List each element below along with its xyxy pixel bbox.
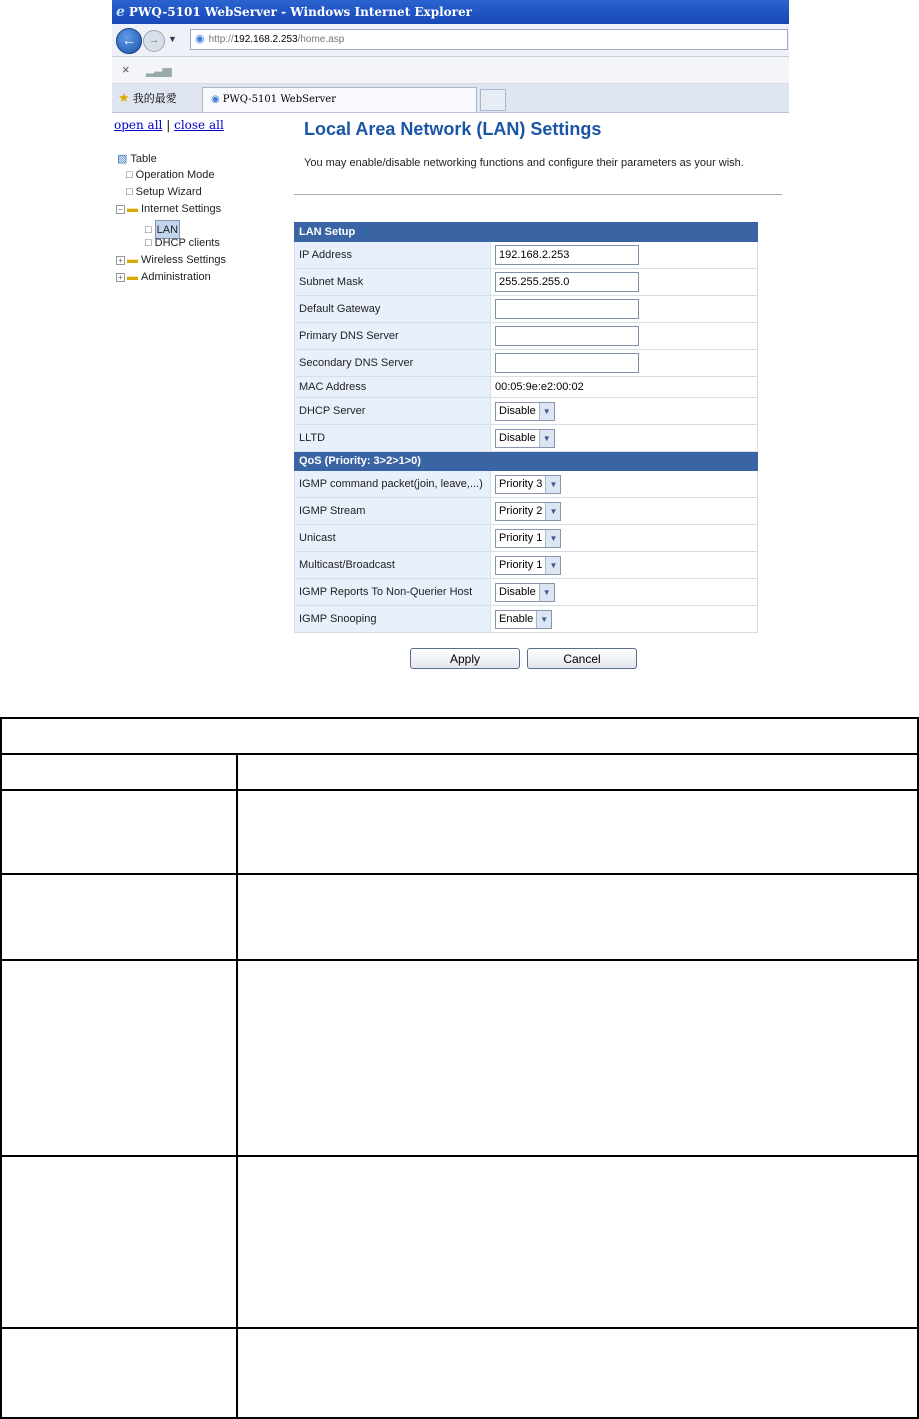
table-cell — [1, 718, 918, 754]
history-dropdown-icon[interactable]: ▼ — [168, 34, 177, 44]
table-row — [1, 1156, 918, 1328]
row-default-gateway — [295, 296, 758, 323]
computer-icon: ▧ — [117, 153, 128, 165]
signal-bars-icon: ▂▃▅ — [146, 63, 171, 77]
subnet-mask-label: Subnet Mask — [295, 269, 491, 296]
navigation-bar — [112, 24, 789, 57]
tree-item-label: DHCP clients — [154, 237, 220, 249]
page-icon: □ — [145, 223, 152, 236]
title-bar — [112, 0, 789, 24]
open-all-link[interactable]: open all — [114, 118, 163, 132]
table-cell — [237, 960, 918, 1156]
page-title: Local Area Network (LAN) Settings — [304, 119, 602, 139]
back-button[interactable] — [116, 28, 142, 54]
expand-icon[interactable]: + — [116, 273, 125, 282]
tree-root-label: Table — [130, 153, 157, 165]
row-igmp-command — [295, 471, 758, 498]
table-header-row — [1, 718, 918, 754]
unicast-select[interactable] — [495, 529, 561, 548]
collapse-icon[interactable]: − — [116, 205, 125, 214]
window-title: PWQ-5101 WebServer - Windows Internet Explorer — [128, 5, 472, 19]
select-value: Priority 2 — [499, 505, 543, 517]
table-row — [1, 754, 918, 790]
select-value: Priority 1 — [499, 559, 543, 571]
secondary-dns-input[interactable] — [495, 353, 639, 373]
row-subnet-mask — [295, 269, 758, 296]
igmp-reports-select[interactable] — [495, 583, 555, 602]
ip-address-input[interactable] — [495, 245, 639, 265]
ip-address-label: IP Address — [295, 242, 491, 269]
row-igmp-reports — [295, 579, 758, 606]
folder-icon: ▬ — [127, 271, 138, 283]
row-unicast — [295, 525, 758, 552]
row-igmp-stream — [295, 498, 758, 525]
primary-dns-label: Primary DNS Server — [295, 323, 491, 350]
command-bar — [112, 57, 789, 84]
igmp-stream-label: IGMP Stream — [295, 498, 491, 525]
tab-label: PWQ-5101 WebServer — [222, 94, 336, 105]
chevron-down-icon[interactable]: ▼ — [545, 476, 560, 493]
table-cell — [1, 754, 237, 790]
table-cell — [237, 790, 918, 874]
igmp-command-select[interactable] — [495, 475, 561, 494]
section-header-lan-setup — [295, 223, 758, 242]
table-cell — [237, 1328, 918, 1418]
row-mac-address — [295, 377, 758, 398]
tree-item-label: Setup Wizard — [135, 186, 202, 198]
select-value: Priority 3 — [499, 478, 543, 490]
navigation-tree — [112, 113, 292, 680]
section-title: QoS (Priority: 3>2>1>0) — [295, 452, 758, 471]
select-value: Disable — [499, 405, 536, 417]
chevron-down-icon[interactable]: ▼ — [539, 403, 554, 420]
star-icon: ★ — [118, 90, 130, 105]
form-buttons — [410, 648, 644, 669]
tree-item-label: LAN — [155, 220, 180, 239]
link-separator: | — [166, 118, 171, 132]
multicast-label: Multicast/Broadcast — [295, 552, 491, 579]
tree-item-label: Operation Mode — [135, 169, 215, 181]
table-row — [1, 790, 918, 874]
secondary-dns-label: Secondary DNS Server — [295, 350, 491, 377]
cancel-button[interactable]: Cancel — [527, 648, 637, 669]
row-secondary-dns — [295, 350, 758, 377]
multicast-select[interactable] — [495, 556, 561, 575]
browser-window — [112, 0, 789, 680]
favorites-label: 我的最愛 — [132, 93, 177, 105]
tree-item-label: Internet Settings — [141, 203, 222, 215]
lan-settings-table — [294, 222, 758, 633]
url-host: 192.168.2.253 — [233, 34, 298, 45]
row-igmp-snooping — [295, 606, 758, 633]
select-value: Disable — [499, 432, 536, 444]
favorites-button[interactable] — [118, 90, 177, 106]
row-lltd — [295, 425, 758, 452]
new-tab-button[interactable] — [480, 89, 506, 111]
tree-item-operation-mode[interactable] — [126, 169, 215, 181]
lltd-label: LLTD — [295, 425, 491, 452]
tree-item-label: Administration — [141, 271, 211, 283]
divider — [294, 194, 782, 195]
wifi-icon: ◉ — [195, 33, 205, 45]
address-bar[interactable] — [190, 29, 788, 50]
expand-icon[interactable]: + — [116, 256, 125, 265]
igmp-snooping-select[interactable] — [495, 610, 552, 629]
table-cell — [237, 1156, 918, 1328]
page-icon: □ — [145, 237, 152, 249]
mac-address-label: MAC Address — [295, 377, 491, 398]
row-ip-address — [295, 242, 758, 269]
chevron-down-icon[interactable]: ▼ — [536, 611, 551, 628]
chevron-down-icon[interactable]: ▼ — [539, 584, 554, 601]
unicast-label: Unicast — [295, 525, 491, 552]
ie-logo-icon: e — [116, 4, 125, 20]
tab-webserver[interactable] — [202, 87, 477, 112]
folder-icon: ▬ — [127, 254, 138, 266]
chevron-down-icon[interactable]: ▼ — [545, 530, 560, 547]
igmp-stream-select[interactable] — [495, 502, 561, 521]
row-dhcp-server — [295, 398, 758, 425]
dhcp-server-select[interactable] — [495, 402, 555, 421]
select-value: Priority 1 — [499, 532, 543, 544]
select-value: Enable — [499, 613, 534, 625]
default-gateway-input[interactable] — [495, 299, 639, 319]
row-primary-dns — [295, 323, 758, 350]
page-description: You may enable/disable networking functions and configure their parameters as your wish. — [304, 157, 744, 169]
default-gateway-label: Default Gateway — [295, 296, 491, 323]
table-cell — [237, 754, 918, 790]
table-cell — [1, 790, 237, 874]
description-table — [0, 717, 919, 1419]
tree-item-wireless-settings[interactable] — [116, 254, 226, 266]
tree-item-setup-wizard[interactable] — [126, 186, 202, 198]
igmp-command-label: IGMP command packet(join, leave,...) — [295, 471, 491, 498]
table-row — [1, 960, 918, 1156]
lltd-select[interactable] — [495, 429, 555, 448]
mac-address-value: 00:05:9e:e2:00:02 — [491, 377, 758, 398]
chevron-down-icon[interactable]: ▼ — [539, 430, 554, 447]
stop-icon[interactable]: × — [122, 62, 130, 77]
table-cell — [1, 1328, 237, 1418]
table-cell — [1, 1156, 237, 1328]
close-all-link[interactable]: close all — [174, 118, 224, 132]
tab-bar — [112, 84, 789, 113]
table-row — [1, 1328, 918, 1418]
arrow-left-icon: ← — [122, 32, 136, 48]
chevron-down-icon[interactable]: ▼ — [545, 557, 560, 574]
row-multicast — [295, 552, 758, 579]
wifi-icon: ◉ — [211, 94, 220, 105]
tree-root[interactable] — [117, 152, 157, 165]
tree-item-label: Wireless Settings — [141, 254, 226, 266]
page-icon: □ — [126, 186, 133, 198]
url-protocol: http:// — [208, 34, 234, 45]
tree-item-dhcp-clients[interactable] — [145, 237, 220, 249]
url-path: /home.asp — [297, 34, 345, 45]
table-cell — [1, 960, 237, 1156]
table-row — [1, 874, 918, 960]
primary-dns-input[interactable] — [495, 326, 639, 346]
forward-button[interactable] — [143, 30, 165, 52]
page-icon: □ — [126, 169, 133, 181]
chevron-down-icon[interactable]: ▼ — [545, 503, 560, 520]
select-value: Disable — [499, 586, 536, 598]
dhcp-server-label: DHCP Server — [295, 398, 491, 425]
apply-button[interactable]: Apply — [410, 648, 520, 669]
subnet-mask-input[interactable] — [495, 272, 639, 292]
igmp-snooping-label: IGMP Snooping — [295, 606, 491, 633]
section-header-qos — [295, 452, 758, 471]
tree-links — [114, 118, 224, 132]
folder-open-icon: ▬ — [127, 203, 138, 215]
tree-item-administration[interactable] — [116, 271, 211, 283]
section-title: LAN Setup — [295, 223, 758, 242]
arrow-right-icon: → — [148, 34, 160, 46]
igmp-reports-label: IGMP Reports To Non-Querier Host — [295, 579, 491, 606]
tree-item-internet-settings[interactable] — [116, 203, 221, 215]
table-cell — [1, 874, 237, 960]
table-cell — [237, 874, 918, 960]
